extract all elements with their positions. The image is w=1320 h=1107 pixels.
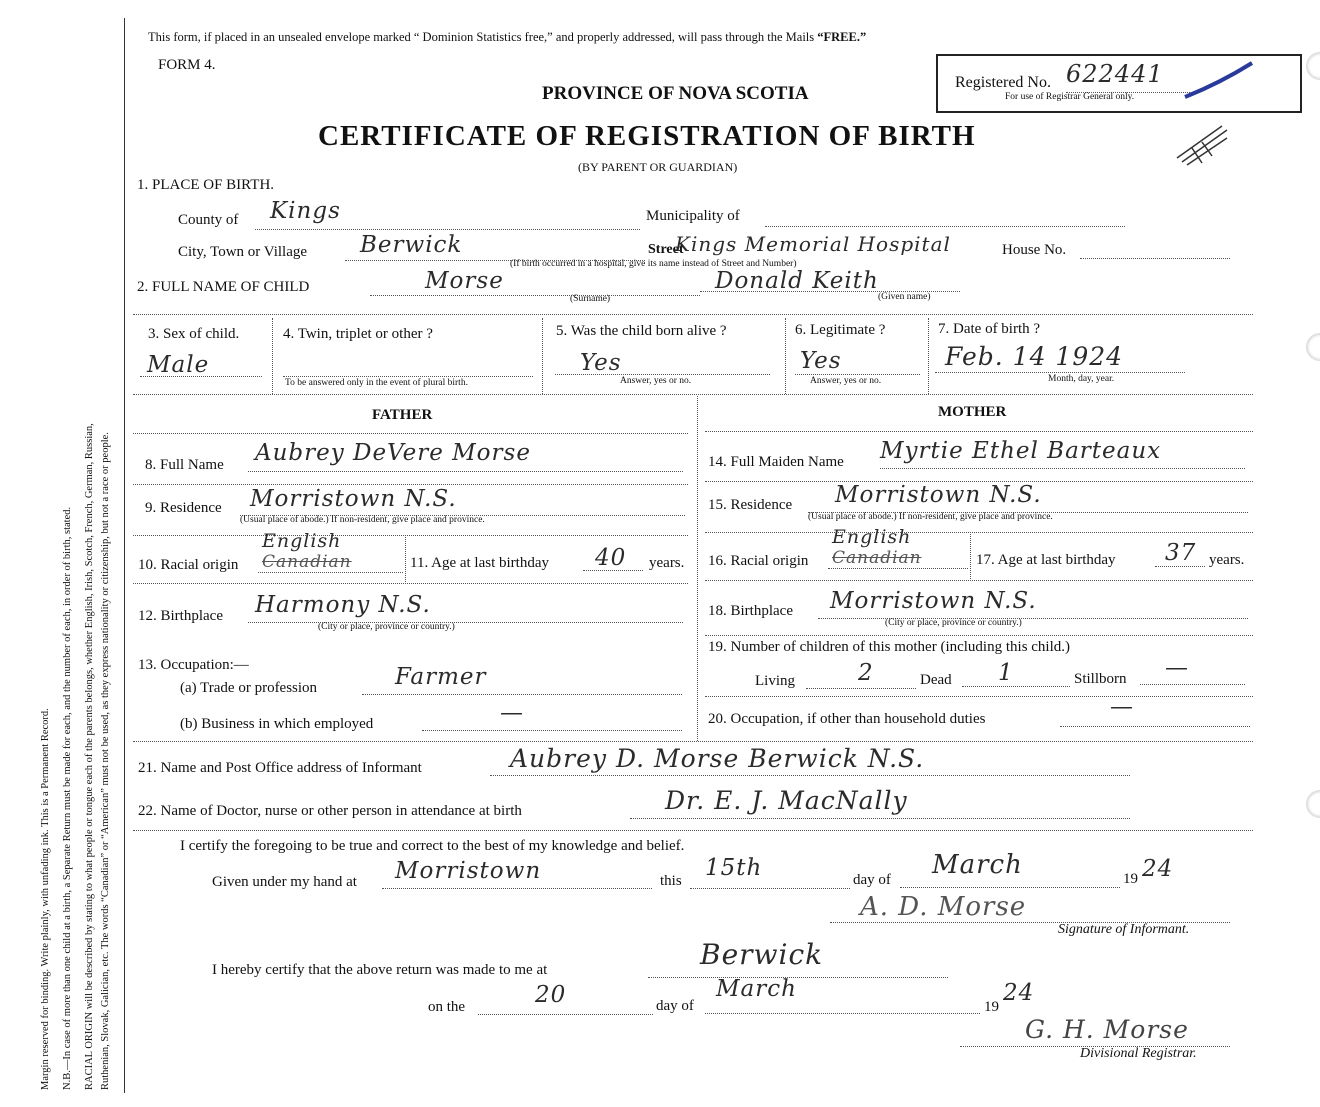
rule (900, 887, 1120, 888)
legitimate-note: Answer, yes or no. (810, 376, 882, 386)
stillborn-value: — (1165, 655, 1189, 681)
rule (133, 484, 688, 485)
rule (133, 314, 1253, 315)
mother-age-label: 17. Age at last birthday (976, 552, 1116, 568)
informant-signature-label: Signature of Informant. (1058, 922, 1190, 937)
rule (490, 775, 1130, 776)
father-age-label: 11. Age at last birthday (410, 555, 549, 571)
rule (705, 431, 1253, 432)
cell-divider (272, 318, 273, 394)
certify-year: 24 (1142, 856, 1174, 882)
rule (133, 830, 1253, 831)
this-label: this (660, 873, 682, 889)
father-heading: FATHER (372, 407, 433, 423)
rule (705, 580, 1253, 581)
registrar-month: March (716, 976, 797, 1002)
rule (133, 394, 1253, 395)
mother-race-struck: Canadian (832, 548, 922, 568)
father-years: years. (649, 555, 685, 571)
mother-race-label: 16. Racial origin (708, 553, 809, 569)
rule (248, 622, 683, 623)
father-race: English (262, 530, 342, 552)
margin-note: N.B.—In case of more than one child at a birth, a Separate Return must be made for each, and the number of each, in order of birth, stated. (62, 506, 73, 1090)
rule (962, 686, 1070, 687)
rule (140, 376, 262, 377)
rule (705, 696, 1253, 697)
rule (1155, 566, 1205, 567)
province-heading: PROVINCE OF NOVA SCOTIA (542, 83, 809, 104)
child-surname: Morse (425, 268, 504, 294)
rule (1060, 726, 1250, 727)
rule (248, 471, 683, 472)
on-the-label: on the (428, 999, 466, 1015)
rule (422, 730, 682, 731)
rule (258, 572, 403, 573)
mother-birthplace: Morristown N.S. (830, 588, 1037, 614)
mother-residence-label: 15. Residence (708, 497, 793, 513)
county-value: Kings (270, 198, 341, 224)
alive-value: Yes (580, 350, 622, 376)
pen-stroke (1180, 55, 1260, 105)
binding-hole (1306, 52, 1320, 80)
free-label: “FREE.” (817, 30, 867, 44)
certificate-title: CERTIFICATE OF REGISTRATION OF BIRTH (318, 120, 976, 152)
business-label: (b) Business in which employed (180, 716, 374, 732)
father-name: Aubrey DeVere Morse (255, 440, 531, 466)
place-of-birth-label: 1. PLACE OF BIRTH. (137, 177, 275, 193)
children-count-label: 19. Number of children of this mother (including this child.) (708, 639, 1071, 655)
form-number: FORM 4. (158, 57, 216, 73)
legitimate-label: 6. Legitimate ? (795, 322, 886, 338)
registrar-place: Berwick (700, 938, 824, 971)
doctor-label: 22. Name of Doctor, nurse or other person in attendance at birth (138, 803, 522, 819)
father-residence-label: 9. Residence (145, 500, 222, 516)
rule (283, 376, 533, 377)
cell-divider (970, 534, 971, 579)
certify-day: 15th (705, 855, 763, 881)
child-given-name: Donald Keith (715, 268, 879, 294)
rule (1080, 258, 1230, 259)
rule (818, 618, 1248, 619)
rule (1140, 684, 1245, 685)
rule (370, 295, 700, 296)
column-divider (697, 396, 698, 741)
father-occupation-label: 13. Occupation:— (138, 657, 249, 673)
father-race-label: 10. Racial origin (138, 557, 239, 573)
father-age: 40 (595, 545, 627, 571)
sex-value: Male (147, 352, 210, 378)
father-trade: Farmer (395, 664, 487, 690)
margin-border (124, 18, 125, 1093)
registrar-day-of-label: day of (656, 998, 694, 1014)
father-birthplace-label: 12. Birthplace (138, 608, 223, 624)
rule (690, 888, 850, 889)
cell-divider (405, 537, 406, 582)
hospital-note: (If birth occurred in a hospital, give its name instead of Street and Number) (510, 259, 797, 269)
father-residence-note: (Usual place of abode.) If non-resident, give place and province. (240, 515, 485, 525)
binding-hole (1306, 790, 1320, 818)
mother-age: 37 (1165, 540, 1197, 566)
rule (648, 977, 948, 978)
rule (795, 374, 920, 375)
mother-residence: Morristown N.S. (835, 482, 1042, 508)
given-name-label: (Given name) (878, 292, 931, 302)
municipality-label: Municipality of (646, 208, 740, 224)
rule (133, 535, 688, 536)
rule (362, 694, 682, 695)
rule (555, 374, 770, 375)
sex-label: 3. Sex of child. (148, 326, 240, 342)
informant-value: Aubrey D. Morse Berwick N.S. (510, 744, 925, 773)
mother-name-label: 14. Full Maiden Name (708, 454, 844, 470)
county-label: County of (178, 212, 239, 228)
father-birthplace-note: (City or place, province or country.) (318, 622, 455, 632)
registered-label: Registered No. (955, 74, 1051, 91)
stillborn-label: Stillborn (1074, 671, 1127, 687)
father-birthplace: Harmony N.S. (255, 592, 431, 618)
twin-label: 4. Twin, triplet or other ? (283, 326, 433, 342)
mother-occupation-label: 20. Occupation, if other than household duties (708, 711, 986, 727)
registered-number: 622441 (1066, 60, 1164, 88)
mail-notice (148, 30, 866, 45)
living-value: 2 (858, 660, 874, 686)
registrar-note: For use of Registrar General only. (1005, 92, 1135, 102)
certify-statement: I certify the foregoing to be true and correct to the best of my knowledge and belief. (180, 838, 685, 854)
margin-note: Margin reserved for binding. Write plainly, with unfading ink. This is a Permanent Record. (40, 708, 51, 1090)
living-label: Living (755, 673, 795, 689)
rule (133, 583, 688, 584)
legitimate-value: Yes (800, 348, 842, 374)
registrar-signature-label: Divisional Registrar. (1080, 1046, 1197, 1061)
registrar-year: 24 (1003, 980, 1035, 1006)
pen-scribble (1172, 118, 1232, 168)
mail-notice-text: This form, if placed in an unsealed envelope marked “ Dominion Statistics free,” and properly addressed, will pass through the Mails (148, 30, 815, 44)
rule (765, 226, 1125, 227)
house-label: House No. (1002, 242, 1067, 258)
mother-birthplace-label: 18. Birthplace (708, 603, 793, 619)
rule (630, 818, 1130, 819)
child-name-label: 2. FULL NAME OF CHILD (137, 279, 310, 295)
informant-signature: A. D. Morse (860, 892, 1027, 922)
street-value: Kings Memorial Hospital (675, 232, 951, 256)
mother-birthplace-note: (City or place, province or country.) (885, 618, 1022, 628)
registrar-signature: G. H. Morse (1025, 1015, 1189, 1044)
rule (935, 372, 1185, 373)
registrar-day: 20 (535, 982, 567, 1008)
mother-race: English (832, 526, 912, 548)
certify-day-of-label: day of (853, 872, 891, 888)
rule (705, 635, 1253, 636)
cell-divider (785, 318, 786, 394)
registrar-statement: I hereby certify that the above return was made to me at (212, 962, 548, 978)
dob-label: 7. Date of birth ? (938, 321, 1041, 337)
margin-note: Ruthenian, Slovak, Galician, etc. The words “Canadian” or “American” must not be used, as they express nationality or citizenship, but not a race or people. (100, 432, 111, 1090)
given-at-label: Given under my hand at (212, 874, 357, 890)
surname-label: (Surname) (570, 294, 611, 304)
dob-note: Month, day, year. (1048, 374, 1115, 384)
certify-month: March (932, 850, 1023, 880)
cell-divider (542, 318, 543, 394)
father-name-label: 8. Full Name (145, 457, 224, 473)
rule (806, 688, 916, 689)
certify-year-prefix: 19 (1123, 871, 1138, 887)
mother-residence-note: (Usual place of abode.) If non-resident, give place and province. (808, 512, 1053, 522)
twin-note: To be answered only in the event of plural birth. (285, 378, 468, 388)
binding-hole (1306, 333, 1320, 361)
rule (133, 433, 688, 434)
street-label: Street (648, 242, 684, 257)
margin-note: RACIAL ORIGIN will be described by stating to what people or tongue each of the parents belongs, whether English, Irish, Scotch, French, German, Russian, (84, 423, 95, 1090)
rule (705, 532, 1253, 533)
doctor-value: Dr. E. J. MacNally (665, 786, 908, 815)
father-residence: Morristown N.S. (250, 486, 457, 512)
given-at-value: Morristown (395, 858, 542, 884)
mother-occupation: — (1110, 694, 1134, 720)
alive-label: 5. Was the child born alive ? (556, 323, 727, 339)
trade-label: (a) Trade or profession (180, 680, 318, 696)
rule (382, 888, 652, 889)
rule (705, 1013, 980, 1014)
mother-name: Myrtie Ethel Barteaux (880, 438, 1162, 464)
cell-divider (928, 318, 929, 394)
mother-heading: MOTHER (938, 404, 1007, 420)
rule (828, 568, 968, 569)
mother-years: years. (1209, 552, 1245, 568)
city-label: City, Town or Village (178, 244, 308, 260)
rule (583, 570, 643, 571)
alive-note: Answer, yes or no. (620, 376, 692, 386)
registrar-year-prefix: 19 (984, 999, 999, 1015)
dead-label: Dead (920, 672, 952, 688)
certificate-subtitle: (BY PARENT OR GUARDIAN) (578, 160, 738, 174)
dead-value: 1 (998, 660, 1014, 686)
city-value: Berwick (360, 232, 463, 258)
dob-value: Feb. 14 1924 (945, 342, 1124, 371)
rule (478, 1014, 653, 1015)
rule (255, 229, 640, 230)
rule (133, 741, 1253, 742)
father-race-struck: Canadian (262, 552, 352, 572)
informant-label: 21. Name and Post Office address of Informant (138, 760, 422, 776)
rule (880, 468, 1245, 469)
father-business: — (500, 700, 524, 726)
